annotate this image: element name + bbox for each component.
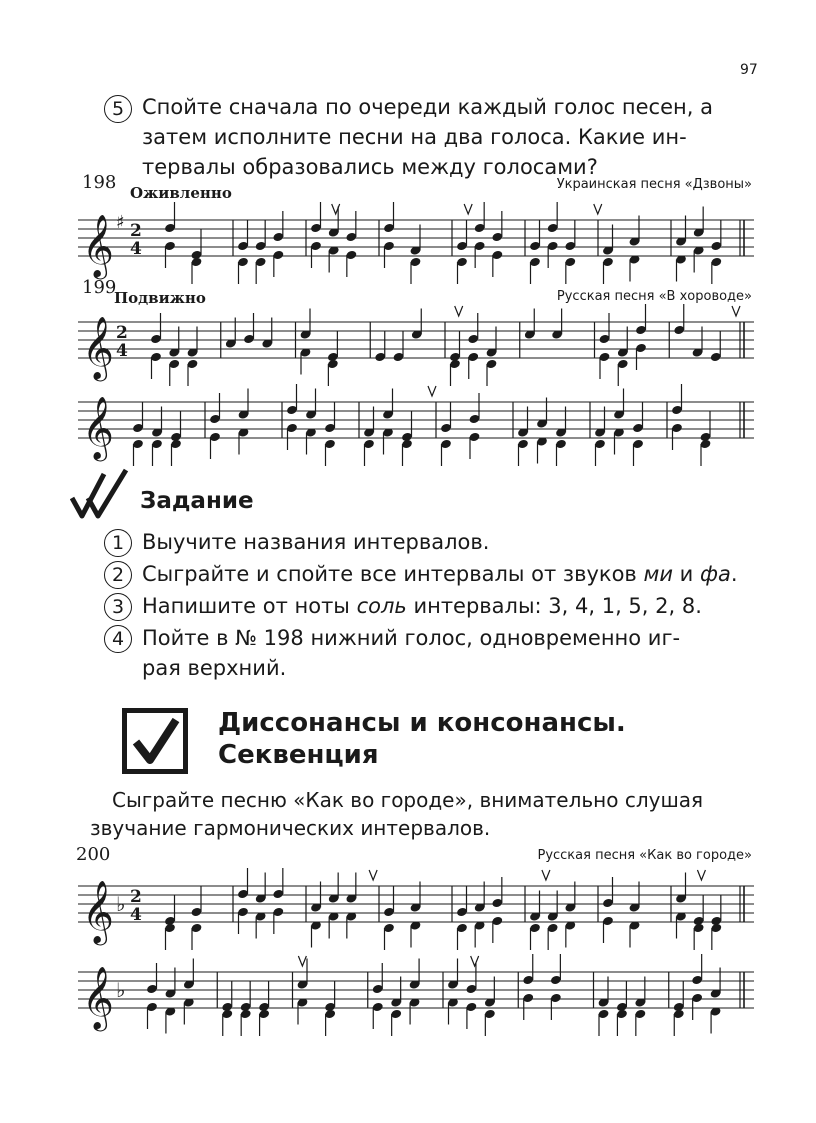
breath-mark-icon — [471, 956, 479, 966]
item-text: Напишите от ноты — [142, 594, 357, 618]
sharp-icon: ♯ — [116, 212, 125, 233]
zadanie-item-number: 1 — [104, 529, 132, 557]
zadanie-item-3 — [142, 591, 702, 621]
page-number: 97 — [740, 62, 758, 78]
section-title-line: Секвенция — [218, 740, 379, 770]
item-text: и — [673, 562, 700, 586]
treble-clef-icon: 𝄞 — [82, 966, 114, 1029]
music-staff-199-line1 — [78, 302, 754, 382]
double-check-icon — [70, 468, 134, 522]
time-signature-bottom: 4 — [116, 341, 128, 361]
zadanie-item-1: Выучите названия интервалов. — [142, 530, 490, 554]
treble-clef-icon: 𝄞 — [82, 880, 114, 943]
song-source-200: Русская песня «Как во городе» — [537, 848, 752, 863]
song-source-198: Украинская песня «Дзвоны» — [556, 177, 752, 192]
intro-line: звучание гармонических интервалов. — [90, 816, 491, 840]
example-number-200: 200 — [76, 844, 111, 865]
note-name: соль — [356, 594, 407, 618]
task5-line: затем исполните песни на два голоса. Какие ин- — [142, 125, 687, 149]
item-text: . — [730, 562, 738, 586]
treble-clef-icon: 𝄞 — [82, 396, 114, 459]
song-source-199: Русская песня «В хороводе» — [556, 289, 752, 304]
music-staff-198 — [78, 200, 754, 280]
flat-icon: ♭ — [116, 892, 126, 916]
section-intro — [90, 786, 704, 842]
checkbox-icon — [122, 708, 188, 774]
breath-mark-icon — [594, 204, 602, 214]
breath-mark-icon — [464, 204, 472, 214]
task5-number: 5 — [104, 95, 132, 123]
note-name: фа — [700, 562, 731, 586]
intro-line: Сыграйте песню «Как во городе», внимательно слушая — [112, 788, 704, 812]
section-title-line: Диссонансы и консонансы. — [218, 708, 626, 738]
time-signature-bottom: 4 — [130, 905, 142, 925]
breath-mark-icon — [428, 386, 436, 396]
note-name: ми — [643, 562, 673, 586]
task5-line: тервалы образовались между голосами? — [142, 155, 598, 179]
item-text: интервалы: 3, 4, 1, 5, 2, 8. — [406, 594, 702, 618]
breath-mark-icon — [369, 870, 377, 880]
item-text: Сыграйте и спойте все интервалы от звуков — [142, 562, 644, 586]
example-number-199: 199 — [82, 277, 117, 298]
breath-mark-icon — [732, 306, 740, 316]
music-staff-200-line1 — [78, 866, 754, 946]
zadanie-item-2 — [142, 559, 738, 589]
music-staff-200-line2 — [78, 952, 754, 1032]
zadanie-title: Задание — [140, 488, 254, 514]
zadanie-item-number: 2 — [104, 561, 132, 589]
treble-clef-icon: 𝄞 — [82, 214, 114, 277]
section-title — [218, 707, 626, 771]
zadanie-item-number: 4 — [104, 625, 132, 653]
zadanie-item-number: 3 — [104, 593, 132, 621]
example-number-198: 198 — [82, 172, 117, 193]
time-signature-top: 2 — [116, 323, 128, 343]
breath-mark-icon — [298, 956, 306, 966]
tempo-marking-198: Оживленно — [130, 184, 232, 202]
music-staff-199-line2 — [78, 382, 754, 462]
item-line: Пойте в № 198 нижний голос, одновременно иг- — [142, 626, 681, 650]
tempo-marking-199: Подвижно — [114, 289, 206, 307]
breath-mark-icon — [697, 870, 705, 880]
breath-mark-icon — [542, 870, 550, 880]
task5-text — [142, 92, 713, 182]
time-signature-bottom: 4 — [130, 239, 142, 259]
item-line: рая верхний. — [142, 656, 287, 680]
treble-clef-icon: 𝄞 — [82, 316, 114, 379]
zadanie-item-4 — [142, 623, 680, 683]
time-signature-top: 2 — [130, 887, 142, 907]
time-signature-top: 2 — [130, 221, 142, 241]
flat-icon: ♭ — [116, 978, 126, 1002]
task5-line: Спойте сначала по очереди каждый голос песен, а — [142, 95, 713, 119]
breath-mark-icon — [455, 306, 463, 316]
